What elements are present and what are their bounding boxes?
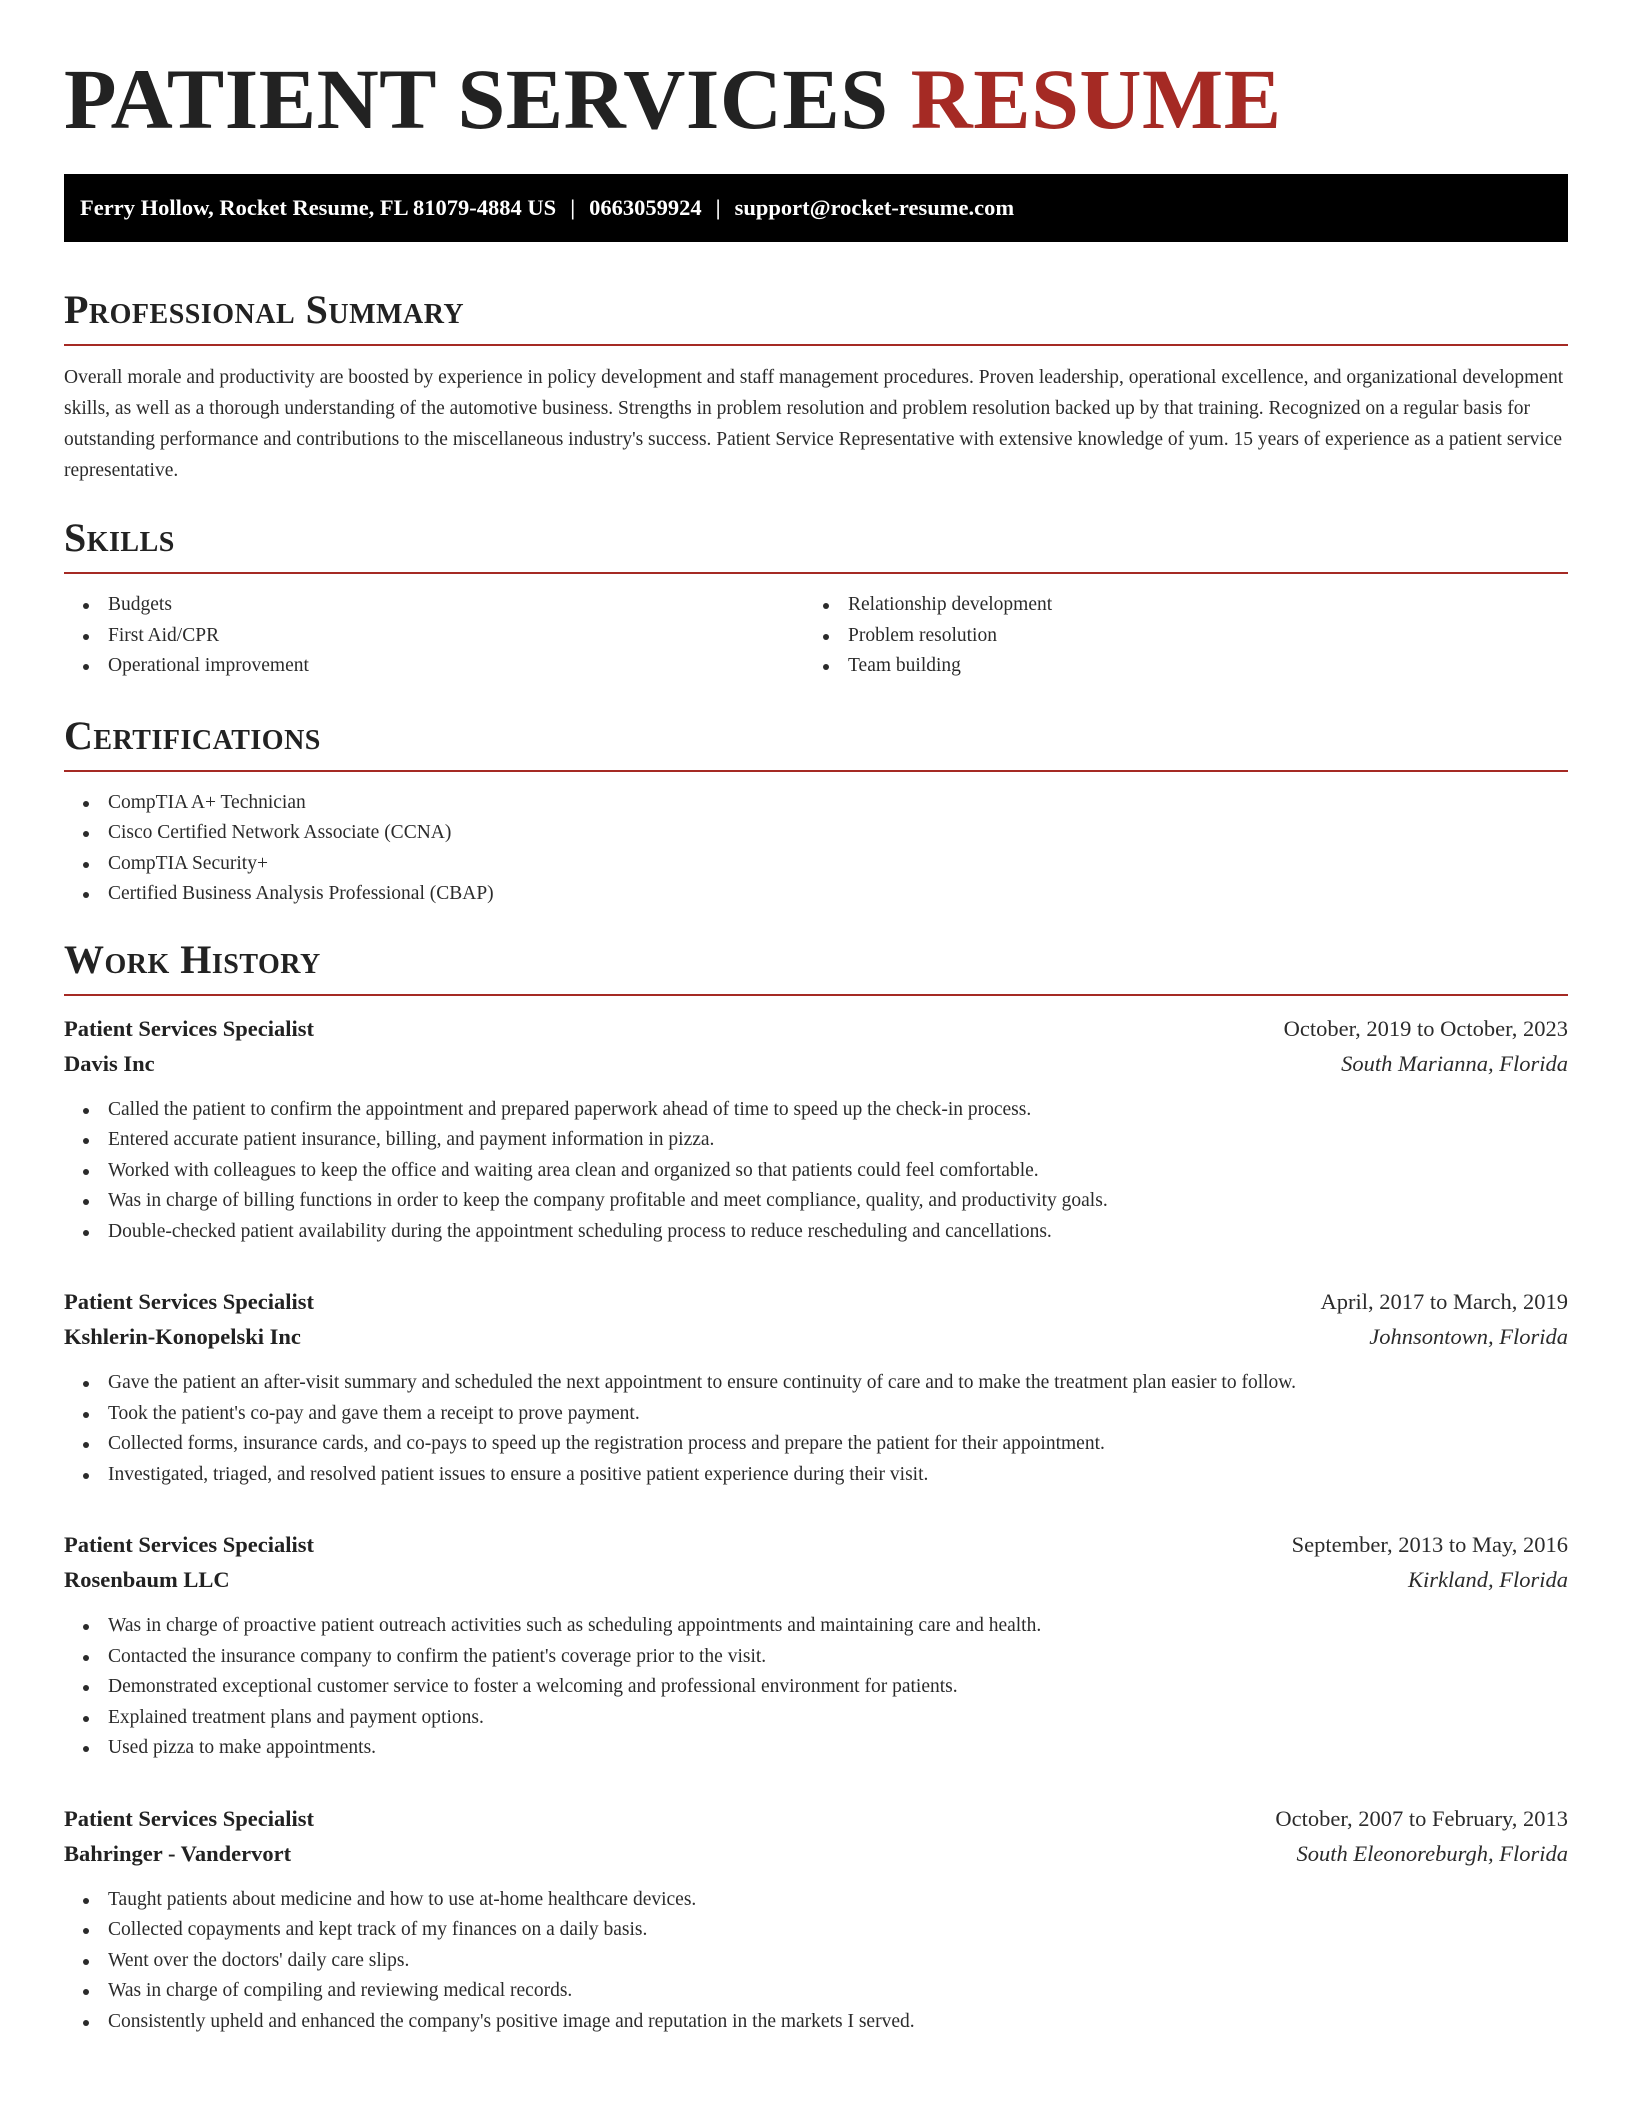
job-duty-item: Called the patient to confirm the appointment and prepared paperwork ahead of time to speed up the check-in process. [64, 1095, 1568, 1126]
job-company: Davis Inc [64, 1050, 155, 1076]
professional-summary-section [64, 287, 1568, 486]
job-duty-item: Demonstrated exceptional customer service to foster a welcoming and professional environment for patients. [64, 1672, 1568, 1703]
skill-item: Relationship development [804, 590, 1544, 621]
skills-section [64, 515, 1568, 682]
job-title: Patient Services Specialist [64, 1289, 314, 1314]
skill-item: Problem resolution [804, 621, 1544, 652]
job-title: Patient Services Specialist [64, 1532, 314, 1557]
job-duty-item: Gave the patient an after-visit summary and scheduled the next appointment to ensure continuity of care and to make the treatment plan easier to follow. [64, 1368, 1568, 1399]
job-duty-item: Double-checked patient availability during the appointment scheduling process to reduce rescheduling and cancellations. [64, 1217, 1568, 1248]
job-duties-list [64, 1095, 1568, 1248]
job-company-row [64, 1051, 1568, 1077]
certification-item: CompTIA Security+ [64, 849, 1568, 880]
job-dates: September, 2013 to May, 2016 [1291, 1532, 1568, 1557]
job-duty-item: Went over the doctors' daily care slips. [64, 1946, 1568, 1977]
certification-item: CompTIA A+ Technician [64, 788, 1568, 819]
job-duty-item: Contacted the insurance company to confirm the patient's coverage prior to the visit. [64, 1642, 1568, 1673]
contact-bar [64, 174, 1568, 242]
skills-grid [64, 590, 1568, 682]
skills-list-right [804, 590, 1544, 682]
job-company: Rosenbaum LLC [64, 1567, 230, 1592]
job-entry [64, 1532, 1568, 1764]
job-title: Patient Services Specialist [64, 1015, 314, 1041]
job-dates: October, 2007 to February, 2013 [1275, 1805, 1568, 1831]
job-duty-item: Collected forms, insurance cards, and co-pays to speed up the registration process and prepare the patient for their appointment. [64, 1429, 1568, 1460]
job-company-row [64, 1567, 1568, 1593]
section-heading-certifications: Certifications [64, 716, 1568, 772]
job-dates: April, 2017 to March, 2019 [1320, 1289, 1568, 1314]
job-duty-item: Investigated, triaged, and resolved patient issues to ensure a positive patient experience during their visit. [64, 1460, 1568, 1491]
job-header-row [64, 1806, 1568, 1832]
contact-email: support@rocket-resume.com [734, 195, 1015, 220]
job-entry [64, 1806, 1568, 2038]
job-title: Patient Services Specialist [64, 1805, 314, 1831]
job-duties-list [64, 1885, 1568, 2038]
job-duty-item: Collected copayments and kept track of my finances on a daily basis. [64, 1915, 1568, 1946]
contact-separator: | [570, 195, 576, 220]
job-company-row [64, 1841, 1568, 1867]
certifications-list [64, 788, 1568, 910]
job-duty-item: Was in charge of proactive patient outreach activities such as scheduling appointments and maintaining care and health. [64, 1611, 1568, 1642]
job-header-row [64, 1016, 1568, 1042]
job-duty-item: Was in charge of billing functions in order to keep the company profitable and meet compliance, quality, and productivity goals. [64, 1186, 1568, 1217]
skill-item: First Aid/CPR [64, 621, 804, 652]
job-duty-item: Taught patients about medicine and how to use at-home healthcare devices. [64, 1885, 1568, 1916]
summary-text: Overall morale and productivity are boosted by experience in policy development and staff management procedures. Proven leadership, operational excellence, and organizational development skills, as well as a thorough understanding of the automotive business. Strengths in problem resolution and problem resolution backed up by that training. Recognized on a regular basis for outstanding performance and contributions to the miscellaneous industry's success. Patient Service Representative with extensive knowledge of yum. 15 years of experience as a patient service representative. [64, 367, 1564, 481]
job-duty-item: Used pizza to make appointments. [64, 1733, 1568, 1764]
job-dates: October, 2019 to October, 2023 [1283, 1015, 1568, 1041]
section-heading-skills: Skills [64, 518, 1568, 574]
job-location: South Eleonoreburgh, Florida [1296, 1840, 1568, 1866]
job-duty-item: Entered accurate patient insurance, billing, and payment information in pizza. [64, 1125, 1568, 1156]
section-heading-work-history: Work History [64, 940, 1568, 996]
skills-list-left [64, 590, 804, 682]
title-accent: RESUME [910, 51, 1282, 147]
job-company-row [64, 1324, 1568, 1350]
job-duty-item: Took the patient's co-pay and gave them a receipt to prove payment. [64, 1399, 1568, 1430]
skill-item: Operational improvement [64, 651, 804, 682]
contact-phone: 0663059924 [589, 195, 702, 220]
certification-item: Certified Business Analysis Professional (CBAP) [64, 879, 1568, 910]
title-main: PATIENT SERVICES [64, 51, 889, 147]
job-company: Kshlerin-Konopelski Inc [64, 1324, 301, 1349]
job-duty-item: Explained treatment plans and payment options. [64, 1703, 1568, 1734]
job-company: Bahringer - Vandervort [64, 1840, 292, 1866]
job-duties-list [64, 1368, 1568, 1490]
skill-item: Budgets [64, 590, 804, 621]
job-duty-item: Worked with colleagues to keep the office and waiting area clean and organized so that patients could feel comfortable. [64, 1156, 1568, 1187]
job-location: Kirkland, Florida [1407, 1567, 1568, 1592]
job-location: Johnsontown, Florida [1369, 1324, 1568, 1349]
resume-title [64, 51, 1568, 147]
contact-separator: | [715, 195, 721, 220]
job-duties-list [64, 1611, 1568, 1764]
job-header-row [64, 1289, 1568, 1315]
job-header-row [64, 1532, 1568, 1558]
job-entry [64, 1289, 1568, 1490]
section-heading-summary: Professional Summary [64, 290, 1568, 346]
job-duty-item: Was in charge of compiling and reviewing medical records. [64, 1976, 1568, 2007]
certification-item: Cisco Certified Network Associate (CCNA) [64, 818, 1568, 849]
skill-item: Team building [804, 651, 1544, 682]
work-history-section [64, 936, 1568, 2038]
certifications-section [64, 712, 1568, 910]
job-entry [64, 1016, 1568, 1248]
job-location: South Marianna, Florida [1341, 1050, 1568, 1076]
job-duty-item: Consistently upheld and enhanced the company's positive image and reputation in the markets I served. [64, 2007, 1568, 2038]
contact-address: Ferry Hollow, Rocket Resume, FL 81079-4884 US [80, 195, 557, 220]
